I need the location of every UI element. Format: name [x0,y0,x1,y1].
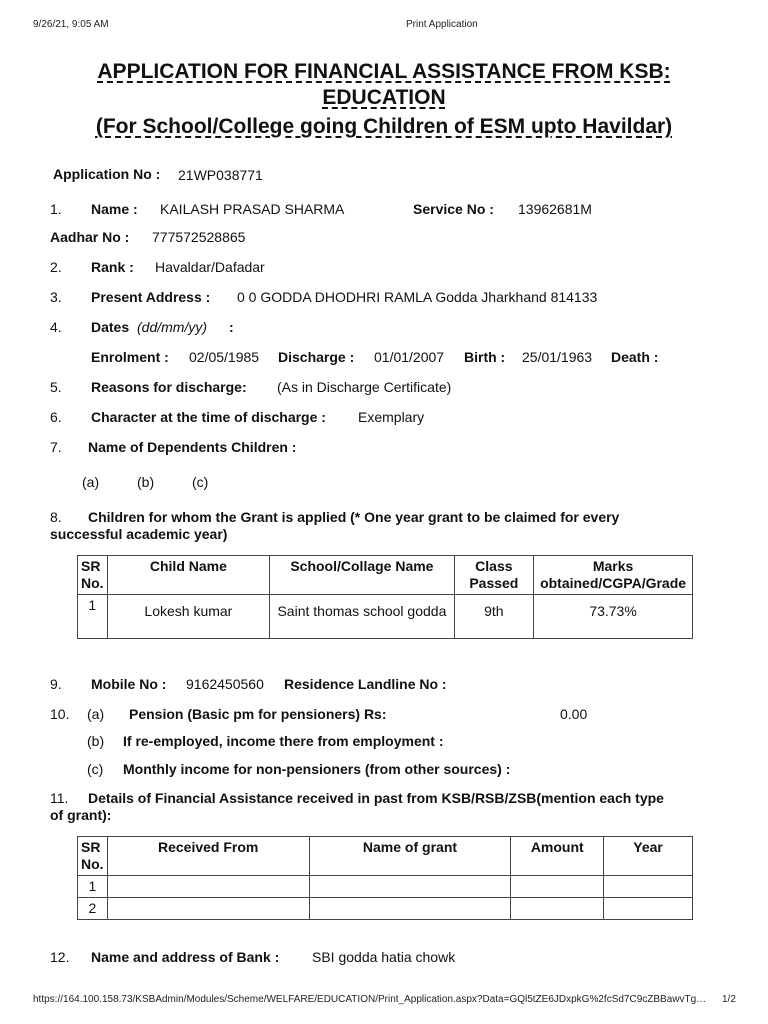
col-header-marks: Marks obtained/CGPA/Grade [534,556,693,595]
col-header-school: School/Collage Name [270,556,454,595]
form-title-line1: APPLICATION FOR FINANCIAL ASSISTANCE FROM KSB: [97,60,671,83]
cell-school: Saint thomas school godda [270,595,454,639]
dependent-c: (c) [192,474,209,490]
income-b-marker: (b) [87,733,105,749]
table-row [78,595,693,639]
birth-label: Birth : [464,349,506,365]
dates-format: (dd/mm/yy) [137,319,207,335]
reemployed-income-label: If re-employed, income there from employment : [123,733,444,749]
cell-received-from [107,876,309,898]
discharge-reason-value: (As in Discharge Certificate) [277,379,452,395]
past-assistance-label-cont: of grant): [50,807,112,823]
table-row [78,898,693,920]
col-header-received-from: Received From [107,837,309,876]
item-number: 8. [50,509,62,525]
cell-marks: 73.73% [534,595,693,639]
cell-amount [511,876,604,898]
address-label: Present Address : [91,289,211,305]
form-title-line2: EDUCATION [322,86,446,109]
item-number: 10. [50,706,70,722]
discharge-label: Discharge : [278,349,355,365]
cell-grant-name [309,898,511,920]
print-url: https://164.100.158.73/KSBAdmin/Modules/Scheme/WELFARE/EDUCATION/Print_Application.aspx?Data=GQl5tZE6JDxpkG%2fcSd7C9cZBBawvTg… [33,994,707,1005]
item-number: 9. [50,676,62,692]
cell-received-from [107,898,309,920]
col-header-year: Year [604,837,693,876]
birth-value: 25/01/1963 [522,349,593,365]
name-label: Name : [91,201,138,217]
dates-colon: : [229,319,234,335]
rank-label: Rank : [91,259,134,275]
cell-amount [511,898,604,920]
col-header-sr: SR No. [78,556,108,595]
item-number: 6. [50,409,62,425]
enrolment-label: Enrolment : [91,349,169,365]
rank-value: Havaldar/Dafadar [155,259,265,275]
print-page-number: 1/2 [722,994,736,1005]
table-header-row [78,556,693,595]
name-value: KAILASH PRASAD SHARMA [160,201,345,217]
income-c-marker: (c) [87,761,104,777]
cell-grant-name [309,876,511,898]
grant-children-table [77,555,693,639]
aadhar-value: 777572528865 [152,229,246,245]
item-number: 2. [50,259,62,275]
item-number: 7. [50,439,62,455]
col-header-child-name: Child Name [107,556,270,595]
application-no-label: Application No : [53,166,161,182]
cell-sr: 1 [78,595,108,639]
col-header-amount: Amount [511,837,604,876]
dependents-label: Name of Dependents Children : [88,439,297,455]
aadhar-label: Aadhar No : [50,229,130,245]
address-value: 0 0 GODDA DHODHRI RAMLA Godda Jharkhand 814133 [237,289,598,305]
application-no-value: 21WP038771 [178,167,263,183]
item-number: 3. [50,289,62,305]
enrolment-value: 02/05/1985 [189,349,260,365]
mobile-label: Mobile No : [91,676,167,692]
cell-class: 9th [454,595,534,639]
item-number: 1. [50,201,62,217]
pension-label: Pension (Basic pm for pensioners) Rs: [129,706,387,722]
income-a-marker: (a) [87,706,105,722]
cell-child-name: Lokesh kumar [107,595,270,639]
col-header-sr: SR No. [78,837,108,876]
grant-children-label-cont: successful academic year) [50,526,228,542]
discharge-reason-label: Reasons for discharge: [91,379,247,395]
dependent-b: (b) [137,474,155,490]
grant-children-label: Children for whom the Grant is applied (* One year grant to be claimed for every [88,509,620,525]
service-no-label: Service No : [413,201,494,217]
discharge-value: 01/01/2007 [374,349,445,365]
item-number: 5. [50,379,62,395]
other-income-label: Monthly income for non-pensioners (from other sources) : [123,761,511,777]
col-header-class: Class Passed [454,556,534,595]
cell-sr: 2 [78,898,108,920]
landline-label: Residence Landline No : [284,676,447,692]
cell-sr: 1 [78,876,108,898]
form-title-line3: (For School/College going Children of ESM upto Havildar) [95,115,673,138]
past-assistance-table [77,836,693,920]
item-number: 12. [50,949,70,965]
cell-year [604,876,693,898]
col-header-grant-name: Name of grant [309,837,511,876]
print-page-title: Print Application [406,19,478,30]
character-value: Exemplary [358,409,425,425]
bank-label: Name and address of Bank : [91,949,280,965]
cell-year [604,898,693,920]
dependent-a: (a) [82,474,100,490]
character-label: Character at the time of discharge : [91,409,326,425]
past-assistance-label: Details of Financial Assistance received in past from KSB/RSB/ZSB(mention each type [88,790,664,806]
pension-value: 0.00 [560,706,588,722]
item-number: 4. [50,319,62,335]
table-header-row [78,837,693,876]
bank-value: SBI godda hatia chowk [312,949,456,965]
table-row [78,876,693,898]
dates-label: Dates [91,319,130,335]
mobile-value: 9162450560 [186,676,264,692]
death-label: Death : [611,349,659,365]
item-number: 11. [50,790,69,806]
service-no-value: 13962681M [518,201,592,217]
print-datetime: 9/26/21, 9:05 AM [33,19,109,30]
